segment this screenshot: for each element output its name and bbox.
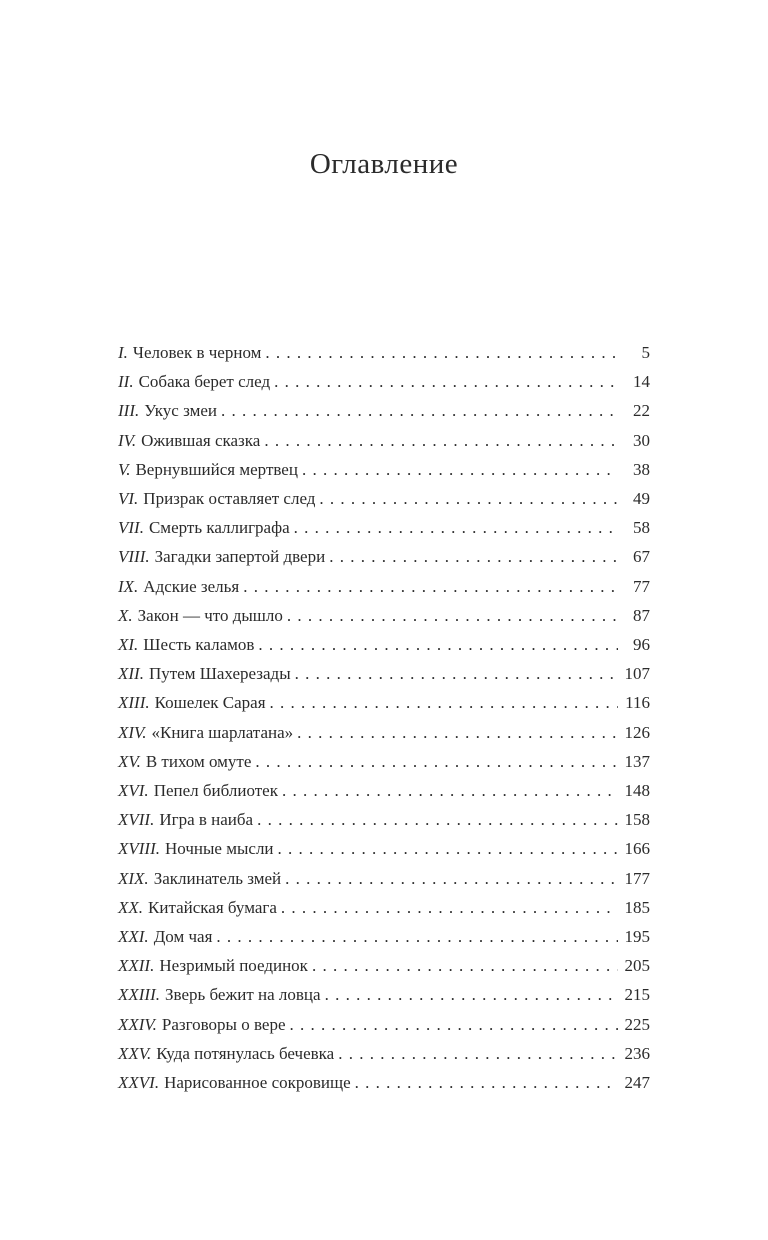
chapter-title: Адские зелья (143, 576, 240, 596)
chapter-title: Закон — что дышло (137, 605, 283, 625)
dot-leader (258, 630, 618, 659)
dot-leader (278, 834, 618, 863)
toc-entry (118, 367, 650, 396)
page-number: 137 (624, 751, 650, 771)
toc-entry (118, 572, 650, 601)
page-number: 58 (633, 518, 650, 538)
chapter-title: Человек в черном (132, 343, 262, 362)
toc-entry (118, 455, 650, 484)
chapter-title: Кошелек Сарая (154, 693, 266, 713)
chapter-title: Призрак оставляет след (143, 489, 316, 509)
page-number: 49 (633, 489, 650, 509)
dot-leader (294, 513, 618, 542)
dot-leader (325, 980, 618, 1009)
toc-entry (118, 922, 650, 951)
dot-leader (270, 688, 618, 717)
chapter-numeral: VII. (118, 518, 144, 538)
toc-entry (118, 338, 650, 367)
page-number: 67 (633, 547, 650, 567)
chapter-numeral: XXI. (118, 927, 149, 947)
chapter-numeral: XII. (118, 664, 144, 684)
toc-entry (118, 1068, 650, 1097)
toc-entry (118, 951, 650, 980)
dot-leader (281, 893, 618, 922)
page-number: 116 (625, 693, 650, 713)
page-number: 5 (641, 343, 650, 362)
page-number: 177 (624, 868, 650, 888)
toc-entry (118, 776, 650, 805)
chapter-title: Дом чая (153, 927, 213, 947)
dot-leader (221, 396, 618, 425)
toc-entry (118, 484, 650, 513)
chapter-title: Зверь бежит на ловца (165, 985, 321, 1005)
page-number: 22 (633, 401, 650, 421)
toc-entry (118, 542, 650, 571)
toc-entry (118, 513, 650, 542)
dot-leader (312, 951, 618, 980)
chapter-numeral: IX. (118, 576, 139, 596)
chapter-title: Игра в наиба (159, 810, 254, 830)
chapter-numeral: I. (118, 343, 128, 362)
chapter-title: Смерть каллиграфа (148, 518, 290, 538)
chapter-numeral: XVIII. (118, 839, 161, 859)
page-number: 87 (633, 605, 650, 625)
chapter-title: Шесть каламов (143, 635, 255, 655)
dot-leader (264, 426, 618, 455)
chapter-title: Незримый поединок (159, 956, 308, 976)
chapter-numeral: XVII. (118, 810, 155, 830)
page-number: 38 (633, 459, 650, 479)
toc-entry (118, 1039, 650, 1068)
page-number: 14 (633, 372, 650, 392)
toc-entry (118, 893, 650, 922)
chapter-numeral: III. (118, 401, 140, 421)
toc-entry (118, 630, 650, 659)
dot-leader (274, 367, 618, 396)
chapter-numeral: XXIII. (118, 985, 161, 1005)
page-number: 215 (624, 985, 650, 1005)
toc-entry (118, 396, 650, 425)
chapter-numeral: XVI. (118, 781, 149, 801)
page-number: 247 (624, 1073, 650, 1093)
chapter-numeral: XI. (118, 635, 139, 655)
toc-entry (118, 688, 650, 717)
dot-leader (329, 542, 618, 571)
chapter-numeral: XIV. (118, 722, 147, 742)
toc-entry (118, 601, 650, 630)
page-number: 77 (633, 576, 650, 596)
chapter-numeral: VIII. (118, 547, 150, 567)
toc-entry (118, 659, 650, 688)
dot-leader (355, 1068, 618, 1097)
toc-entry (118, 747, 650, 776)
chapter-numeral: X. (118, 605, 133, 625)
page-number: 126 (624, 722, 650, 742)
toc-entry (118, 864, 650, 893)
chapter-title: Ожившая сказка (141, 430, 261, 450)
dot-leader (282, 776, 618, 805)
dot-leader (319, 484, 618, 513)
toc-entry (118, 718, 650, 747)
chapter-numeral: XXVI. (118, 1073, 160, 1093)
chapter-numeral: XXII. (118, 956, 155, 976)
dot-leader (302, 455, 618, 484)
dot-leader (285, 864, 618, 893)
chapter-numeral: IV. (118, 430, 137, 450)
chapter-numeral: II. (118, 372, 134, 392)
chapter-title: Путем Шахерезады (148, 664, 291, 684)
chapter-numeral: VI. (118, 489, 139, 509)
chapter-title: Загадки запертой двери (154, 547, 326, 567)
toc-entry (118, 980, 650, 1009)
page-number: 195 (624, 927, 650, 947)
dot-leader (338, 1039, 618, 1068)
chapter-title: Вернувшийся мертвец (135, 459, 298, 479)
dot-leader (295, 659, 618, 688)
chapter-title: Нарисованное сокровище (164, 1073, 351, 1093)
dot-leader (290, 1010, 619, 1039)
chapter-numeral: XX. (118, 897, 144, 917)
chapter-numeral: XXV. (118, 1043, 152, 1063)
toc-entry (118, 1010, 650, 1039)
chapter-title: Собака берет след (138, 372, 271, 392)
page-number: 148 (624, 781, 650, 801)
dot-leader (216, 922, 618, 951)
dot-leader (257, 805, 618, 834)
toc-entry (118, 805, 650, 834)
dot-leader (297, 718, 618, 747)
chapter-title: Ночные мысли (165, 839, 274, 859)
chapter-title: Заклинатель змей (153, 868, 282, 888)
chapter-title: В тихом омуте (145, 751, 252, 771)
chapter-title: Куда потянулась бечевка (156, 1043, 335, 1063)
chapter-numeral: XV. (118, 751, 141, 771)
page-number: 158 (624, 810, 650, 830)
page-number: 107 (624, 664, 650, 684)
page-number: 96 (633, 635, 650, 655)
chapter-title: Китайская бумага (148, 897, 277, 917)
toc-entry (118, 834, 650, 863)
page-number: 166 (624, 839, 650, 859)
dot-leader (243, 572, 618, 601)
table-of-contents (118, 338, 650, 1097)
page-number: 225 (624, 1014, 650, 1034)
dot-leader (255, 747, 618, 776)
page-title: Оглавление (309, 148, 459, 180)
page-number: 236 (624, 1043, 650, 1063)
chapter-numeral: XIII. (118, 693, 150, 713)
page-number: 30 (633, 430, 650, 450)
chapter-title: Пепел библиотек (153, 781, 278, 801)
chapter-numeral: XXIV. (118, 1014, 157, 1034)
chapter-title: Разговоры о вере (161, 1014, 286, 1034)
chapter-title: «Книга шарлатана» (151, 722, 294, 742)
page-number: 205 (624, 956, 650, 976)
toc-entry (118, 426, 650, 455)
chapter-numeral: V. (118, 459, 131, 479)
chapter-title: Укус змеи (144, 401, 217, 421)
page-number: 185 (624, 897, 650, 917)
dot-leader (287, 601, 618, 630)
dot-leader (265, 338, 618, 367)
chapter-numeral: XIX. (118, 868, 149, 888)
